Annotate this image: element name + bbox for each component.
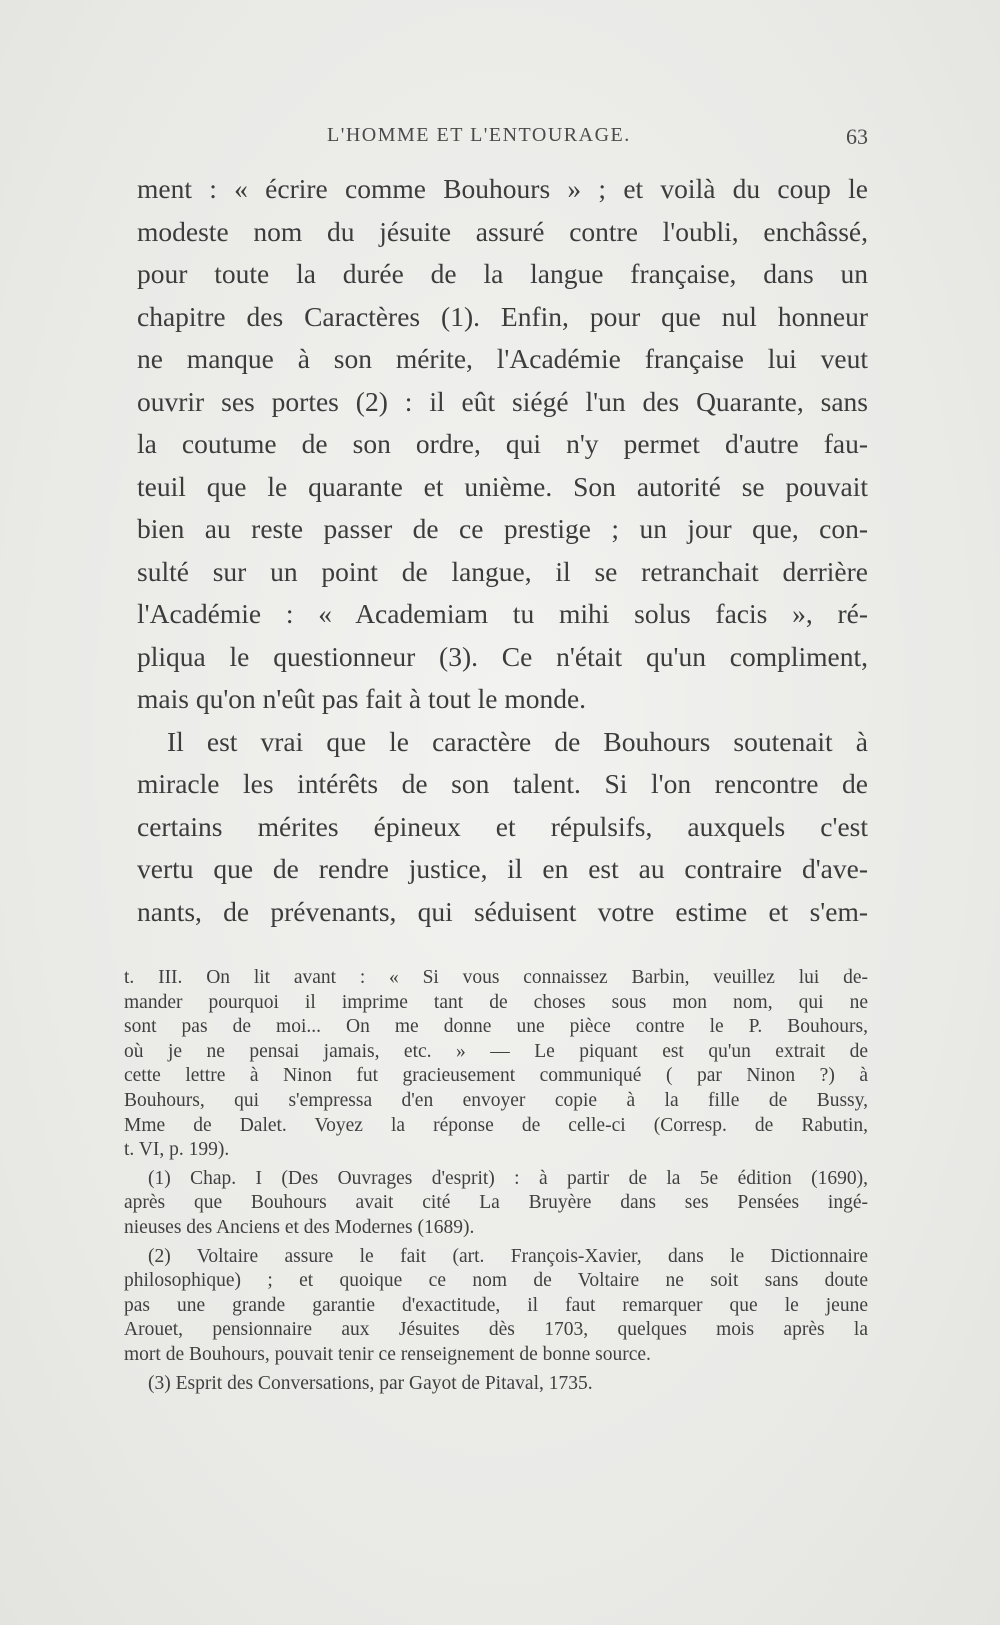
footnote-line: Mme de Dalet. Voyez la réponse de celle-ci (Corresp. de Rabutin, <box>124 1114 868 1136</box>
text-line: nants, de prévenants, qui séduisent votre estime et s'em- <box>137 895 868 927</box>
footnote-line: t. III. On lit avant : « Si vous connaissez Barbin, veuillez lui de- <box>124 967 868 988</box>
footnote-line: nieuses des Anciens et des Modernes (1689). <box>124 1216 475 1238</box>
text-line: pour toute la durée de la langue française, dans un <box>137 258 868 289</box>
text-line: miracle les intérêts de son talent. Si l'on rencontre de <box>137 768 868 799</box>
footnote-line: Bouhours, qui s'empressa d'en envoyer copie à la fille de Bussy, <box>124 1089 868 1111</box>
footnote-line: pas une grande garantie d'exactitude, il faut remarquer que le jeune <box>124 1294 868 1316</box>
text-line: la coutume de son ordre, qui n'y permet d'autre fau- <box>137 428 868 459</box>
footnotes <box>124 966 868 1396</box>
footnote-line: (2) Voltaire assure le fait (art. François-Xavier, dans le Dictionnaire <box>148 1245 868 1267</box>
footnote-line: après que Bouhours avait cité La Bruyère dans ses Pensées ingé- <box>124 1192 868 1214</box>
text-line: ouvrir ses portes (2) : il eût siégé l'un des Quarante, sans <box>137 385 868 417</box>
main-text <box>137 168 868 933</box>
footnote-line: (1) Chap. I (Des Ouvrages d'esprit) : à partir de la 5e édition (1690), <box>148 1167 868 1189</box>
footnote-line: t. VI, p. 199). <box>124 1139 230 1161</box>
footnote-line: mort de Bouhours, pouvait tenir ce renseignement de bonne source. <box>124 1343 651 1365</box>
footnote-line: sont pas de moi... On me donne une pièce contre le P. Bouhours, <box>124 1016 868 1038</box>
text-line: chapitre des Caractères (1). Enfin, pour que nul honneur <box>137 300 868 332</box>
text-line: bien au reste passer de ce prestige ; un jour que, con- <box>137 513 868 544</box>
page-header <box>137 124 868 158</box>
footnote-line: (3) Esprit des Conversations, par Gayot de Pitaval, 1735. <box>148 1372 593 1394</box>
footnote-line: philosophique) ; et quoique ce nom de Voltaire ne soit sans doute <box>124 1270 868 1292</box>
running-head: L'HOMME ET L'ENTOURAGE. <box>327 124 631 146</box>
text-line: vertu que de rendre justice, il en est au contraire d'ave- <box>137 853 868 884</box>
footnote-line: Arouet, pensionnaire aux Jésuites dès 1703, quelques mois après la <box>124 1319 868 1341</box>
text-line: teuil que le quarante et unième. Son autorité se pouvait <box>137 470 868 502</box>
footnote-line: cette lettre à Ninon fut gracieusement communiqué ( par Ninon ?) à <box>124 1065 868 1087</box>
text-line: mais qu'on n'eût pas fait à tout le monde. <box>137 683 587 714</box>
text-line: ment : « écrire comme Bouhours » ; et voilà du coup le <box>137 173 868 204</box>
text-line: pliqua le questionneur (3). Ce n'était qu'un compliment, <box>137 640 868 672</box>
text-line: sulté sur un point de langue, il se retranchait derrière <box>137 555 868 587</box>
text-line: ne manque à son mérite, l'Académie française lui veut <box>137 343 868 374</box>
text-line: l'Académie : « Academiam tu mihi solus facis », ré- <box>137 598 868 629</box>
footnote-line: où je ne pensai jamais, etc. » — Le piquant est qu'un extrait de <box>124 1040 868 1062</box>
footnote-line: mander pourquoi il imprime tant de choses sous mon nom, qui ne <box>124 991 868 1013</box>
text-line: modeste nom du jésuite assuré contre l'oubli, enchâssé, <box>137 215 868 247</box>
page-number: 63 <box>846 124 868 149</box>
text-line: Il est vrai que le caractère de Bouhours soutenait à <box>167 725 868 757</box>
text-line: certains mérites épineux et répulsifs, auxquels c'est <box>137 810 868 842</box>
